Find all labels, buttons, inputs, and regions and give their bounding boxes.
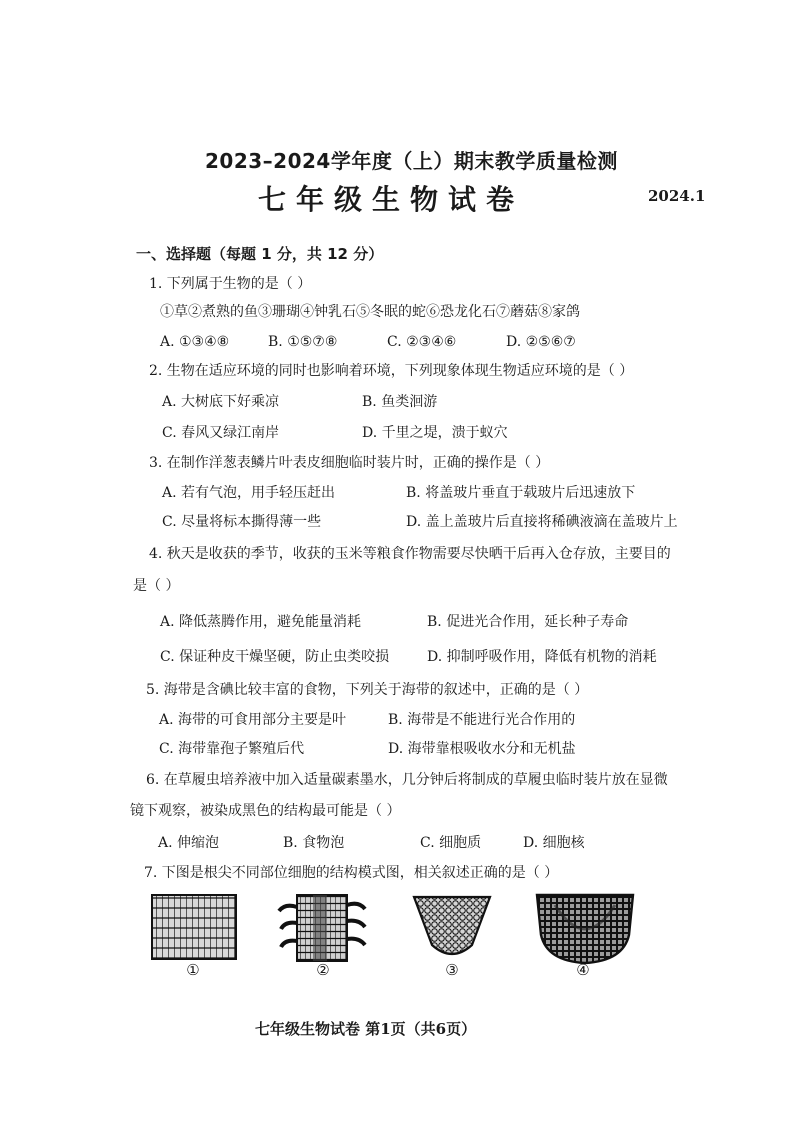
exam-date: 2024.1 bbox=[648, 187, 706, 205]
question-4-stem-cont: 是（ ） bbox=[133, 578, 180, 594]
question-6-option-c[interactable]: C. 细胞质 bbox=[420, 835, 482, 851]
question-4-option-d[interactable]: D. 抑制呼吸作用，降低有机物的消耗 bbox=[427, 649, 657, 665]
page-footer: 七年级生物试卷 第1页（共6页） bbox=[255, 1020, 477, 1038]
question-1-option-a[interactable]: A. ①③④⑧ bbox=[160, 334, 230, 350]
question-1-items: ①草②煮熟的鱼③珊瑚④钟乳石⑤冬眠的蛇⑥恐龙化石⑦蘑菇⑧家鸽 bbox=[160, 304, 580, 320]
question-3-option-d[interactable]: D. 盖上盖玻片后直接将稀碘液滴在盖玻片上 bbox=[406, 514, 678, 530]
question-5-option-d[interactable]: D. 海带靠根吸收水分和无机盐 bbox=[388, 741, 576, 757]
question-5-option-a[interactable]: A. 海带的可食用部分主要是叶 bbox=[159, 712, 347, 728]
question-5-stem: 5. 海带是含碘比较丰富的食物，下列关于海带的叙述中，正确的是（ ） bbox=[146, 682, 589, 698]
question-1-option-d[interactable]: D. ②⑤⑥⑦ bbox=[506, 334, 576, 350]
question-4-stem: 4. 秋天是收获的季节，收获的玉米等粮食作物需要尽快晒干后再入仓存放，主要目的 bbox=[149, 546, 671, 562]
question-6-stem: 6. 在草履虫培养液中加入适量碳素墨水，几分钟后将制成的草履虫临时装片放在显微 bbox=[146, 772, 668, 788]
question-6-option-b[interactable]: B. 食物泡 bbox=[283, 835, 345, 851]
question-3-option-b[interactable]: B. 将盖玻片垂直于载玻片后迅速放下 bbox=[406, 485, 636, 501]
question-2-option-d[interactable]: D. 千里之堤，溃于蚁穴 bbox=[362, 425, 508, 441]
root-tip-figure-4 bbox=[533, 891, 637, 965]
question-4-option-a[interactable]: A. 降低蒸腾作用，避免能量消耗 bbox=[160, 614, 362, 630]
exam-title: 2023–2024学年度（上）期末教学质量检测 bbox=[205, 149, 618, 173]
question-5-option-b[interactable]: B. 海带是不能进行光合作用的 bbox=[388, 712, 576, 728]
question-3-option-a[interactable]: A. 若有气泡，用手轻压赶出 bbox=[162, 485, 336, 501]
root-tip-figure-2 bbox=[275, 893, 371, 963]
question-2-option-a[interactable]: A. 大树底下好乘凉 bbox=[162, 394, 280, 410]
section-heading: 一、选择题（每题 1 分，共 12 分） bbox=[136, 245, 384, 263]
root-tip-figure-1 bbox=[150, 893, 238, 961]
figure-label-1: ① bbox=[186, 961, 200, 979]
question-4-option-c[interactable]: C. 保证种皮干燥坚硬，防止虫类咬损 bbox=[160, 649, 390, 665]
question-2-stem: 2. 生物在适应环境的同时也影响着环境，下列现象体现生物适应环境的是（ ） bbox=[149, 363, 634, 379]
question-6-option-d[interactable]: D. 细胞核 bbox=[523, 835, 585, 851]
figure-label-3: ③ bbox=[445, 961, 459, 979]
question-5-option-c[interactable]: C. 海带靠孢子繁殖后代 bbox=[159, 741, 305, 757]
question-7-stem: 7. 下图是根尖不同部位细胞的结构模式图，相关叙述正确的是（ ） bbox=[144, 865, 559, 881]
root-tip-figure-3 bbox=[410, 893, 494, 963]
question-3-option-c[interactable]: C. 尽量将标本撕得薄一些 bbox=[162, 514, 322, 530]
question-1-option-c[interactable]: C. ②③④⑥ bbox=[387, 334, 457, 350]
question-3-stem: 3. 在制作洋葱表鳞片叶表皮细胞临时装片时，正确的操作是（ ） bbox=[149, 455, 550, 471]
question-2-option-b[interactable]: B. 鱼类洄游 bbox=[362, 394, 438, 410]
exam-subtitle: 七年级生物试卷 bbox=[258, 183, 525, 216]
figure-label-4: ④ bbox=[576, 961, 590, 979]
figure-label-2: ② bbox=[316, 961, 330, 979]
question-4-option-b[interactable]: B. 促进光合作用，延长种子寿命 bbox=[427, 614, 629, 630]
question-6-stem-cont: 镜下观察，被染成黑色的结构最可能是（ ） bbox=[130, 803, 401, 819]
question-6-option-a[interactable]: A. 伸缩泡 bbox=[158, 835, 220, 851]
question-2-option-c[interactable]: C. 春风又绿江南岸 bbox=[162, 425, 280, 441]
question-1-stem: 1. 下列属于生物的是（ ） bbox=[149, 276, 312, 292]
question-1-option-b[interactable]: B. ①⑤⑦⑧ bbox=[268, 334, 338, 350]
